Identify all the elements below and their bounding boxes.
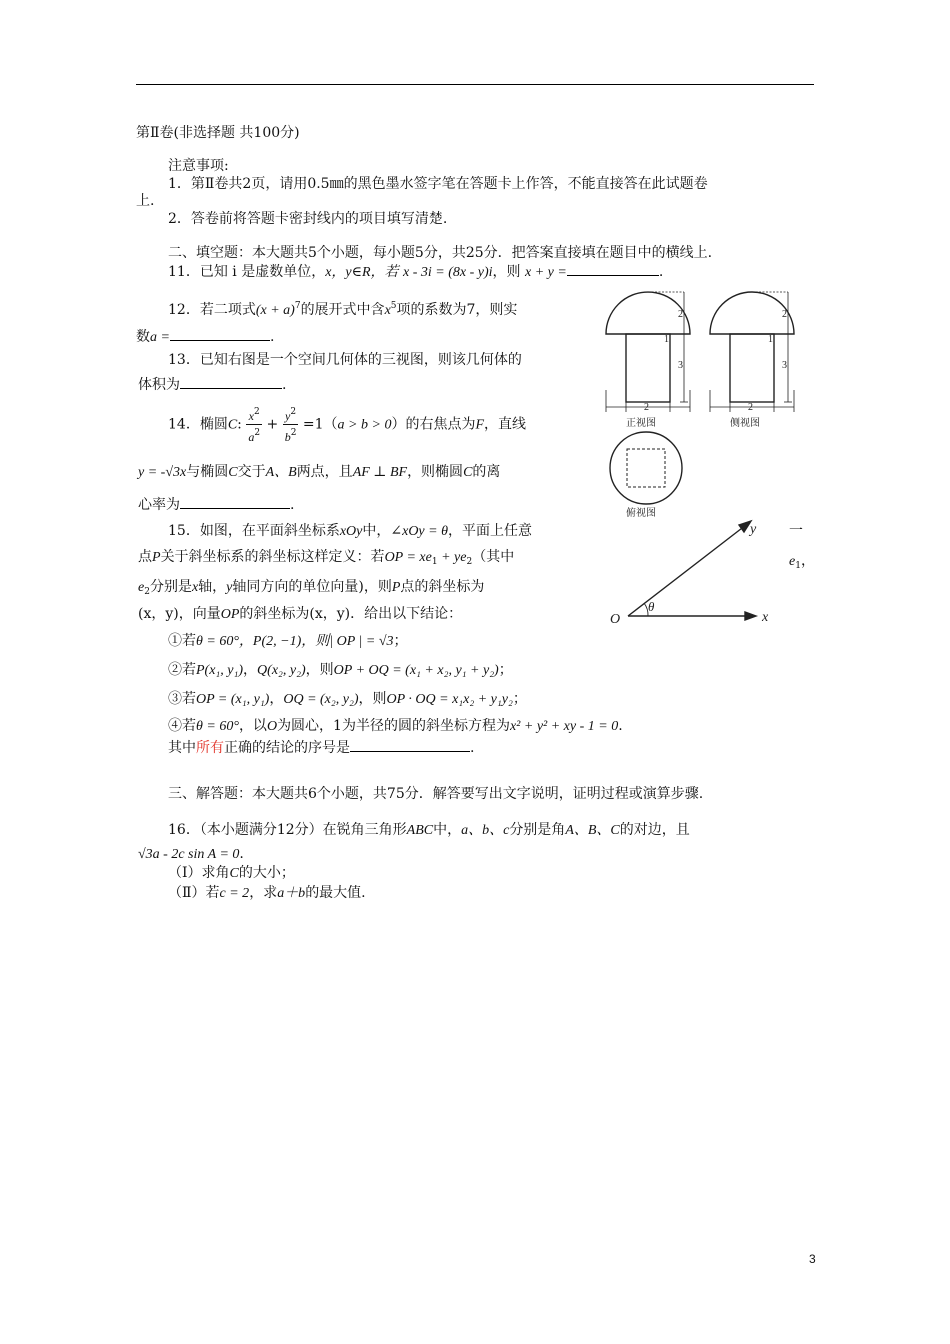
q15-x-axis: x <box>191 580 199 595</box>
part3-heading: 三、解答题：本大题共6个小题，共75分．解答要写出文字说明，证明过程或演算步骤. <box>168 786 704 802</box>
q14-equals-one: =1 <box>302 416 324 433</box>
c2-p: P(x₁, y₁) <box>196 663 244 678</box>
q15-conclusion-4 <box>168 717 623 736</box>
q15-def-1: OP = xe <box>384 550 432 565</box>
c2-label: ②若 <box>168 662 196 678</box>
q14-perp: AF ⊥ BF <box>352 465 408 480</box>
q14-text-2: 的右焦点为 <box>405 416 476 433</box>
front-dim-width: 2 <box>644 402 649 413</box>
q14-answer-blank[interactable] <box>180 495 290 509</box>
q15-point-p-2: P <box>391 580 401 595</box>
q15-text-3: ，平面上任意 <box>447 523 532 539</box>
q16-triangle: ABC <box>406 823 434 838</box>
q15-e2: e <box>138 580 145 595</box>
c3-label: ③若 <box>168 691 196 707</box>
q15-e2-sub: 2 <box>144 587 150 597</box>
c3-then: ，则 <box>358 691 387 707</box>
q14-cond-open: （ <box>323 416 338 433</box>
q14-line-eq: y = - <box>138 465 166 480</box>
q15-text-8: 轴， <box>198 579 227 595</box>
header-rule <box>136 84 814 85</box>
q15-text-9: 轴同方向的单位向量)，则 <box>232 579 392 595</box>
question-14 <box>168 404 526 446</box>
q16-p2-text-2: ，求 <box>249 885 278 901</box>
question-15-line4 <box>138 605 462 624</box>
c3-dot: OP · OQ = x₁x₂ + y₁y₂ <box>386 692 513 707</box>
q15-system: xOy <box>339 524 363 539</box>
q11-end: . <box>658 264 664 280</box>
c2-sep: ， <box>243 662 258 678</box>
q15-point-p: P <box>152 550 161 565</box>
q15-text-6: （其中 <box>472 549 515 565</box>
side-dim-width: 2 <box>748 402 753 413</box>
q15-def-sub1: 1 <box>431 557 438 567</box>
c1-point: ，P(2, −1)，则 <box>238 634 330 649</box>
angle-label: θ <box>648 599 655 614</box>
q14-text-5: 交于 <box>237 464 266 480</box>
q14-text-7: ，则椭圆 <box>407 464 464 480</box>
q14-x: x <box>248 409 254 423</box>
front-dim-top: 2 <box>678 309 683 320</box>
side-dim-top: 2 <box>782 309 787 320</box>
q15-text-4: 点 <box>138 549 152 565</box>
q14-text-3: ，直线 <box>484 416 527 433</box>
q14-text-9: 心率为 <box>138 497 180 513</box>
q14-plus: + <box>266 416 279 433</box>
q14-ellipse-3: C <box>463 465 473 480</box>
q15-def-2: + ye <box>437 550 467 565</box>
oblique-axes-figure <box>604 515 784 630</box>
q16-text-4: 的对边，且 <box>619 822 690 838</box>
three-view-figure <box>600 288 810 520</box>
q15-text-12: 的斜坐标为(x，y)．给出以下结论： <box>239 606 463 622</box>
q16-p1-c: C <box>229 866 239 881</box>
q14-b-exp: 2 <box>290 428 297 438</box>
note-item-1: 1．第Ⅱ卷共2页，请用0.5㎜的黑色墨水签字笔在答题卡上作答，不能直接答在此试题卷 <box>168 176 708 192</box>
side-view-label: 侧视图 <box>730 418 760 429</box>
q13-text: 体积为 <box>138 377 180 393</box>
q14-points: A、B <box>265 465 297 480</box>
side-dim-inner: 1 <box>768 334 773 345</box>
q15-final-end: . <box>470 740 475 756</box>
q15-text-5: 关于斜坐标系的斜坐标这样定义：若 <box>160 549 385 565</box>
q16-eq-end: . <box>239 846 244 862</box>
question-12 <box>168 297 517 320</box>
q13-end: . <box>282 377 287 393</box>
top-view <box>610 432 682 504</box>
q15-side-dash: 一 <box>789 523 803 539</box>
question-15-line1 <box>168 522 532 541</box>
question-13: 13．已知右图是一个空间几何体的三视图，则该几何体的 <box>168 352 522 368</box>
q14-a: a <box>248 430 255 444</box>
q14-ellipse: C <box>227 417 238 433</box>
q11-answer-blank[interactable] <box>567 262 659 276</box>
front-view-label: 正视图 <box>626 418 656 429</box>
q12-text: 12．若二项式 <box>168 302 256 318</box>
q12-end: . <box>269 329 275 345</box>
q14-line-x: x <box>180 465 187 480</box>
q15-final-2: 正确的结论的序号是 <box>224 740 350 756</box>
q16-sides: a、b、c <box>461 823 510 838</box>
q14-y-exp: 2 <box>290 407 297 417</box>
q11-vars: x，y∈R，若 <box>325 265 399 280</box>
c3-oq: OQ = (x₂, y₂) <box>283 692 359 707</box>
c3-end: ； <box>512 691 527 707</box>
c1-norm: | OP | = √3 <box>329 634 394 649</box>
c3-op: OP = (x₁, y₁) <box>196 692 270 707</box>
front-dim-bottom: 3 <box>678 360 683 371</box>
q12-text-3: 项的系数为7，则实 <box>396 302 518 318</box>
x-axis-arrow <box>745 612 756 620</box>
question-16 <box>168 821 690 840</box>
q14-b: b <box>284 430 291 444</box>
q15-conclusion-1 <box>168 632 408 651</box>
q15-final-1: 其中 <box>168 740 196 756</box>
q12-text-4: 数 <box>136 329 150 345</box>
origin-label: O <box>610 612 621 627</box>
side-e: e <box>789 554 796 569</box>
q16-text-3: 分别是角 <box>509 822 566 838</box>
c4-theta: θ = 60° <box>196 719 239 734</box>
q14-a-exp: 2 <box>254 428 261 438</box>
c4-label: ④若 <box>168 718 196 734</box>
q16-p2-end: 的最大值. <box>305 885 366 901</box>
c1-end: ； <box>393 633 408 649</box>
q14-colon: : <box>237 416 242 433</box>
q12-text-2: 的展开式中含 <box>300 302 385 318</box>
q16-part-1 <box>168 864 295 883</box>
q15-text-1: 15．如图，在平面斜坐标系 <box>168 523 340 539</box>
q12-answer-blank[interactable] <box>170 327 270 341</box>
q14-end: . <box>290 497 295 513</box>
q14-frac-x <box>246 404 262 445</box>
q16-part-2 <box>168 884 366 903</box>
q14-y: y <box>285 409 291 423</box>
q16-text: 16．（本小题满分12分）在锐角三角形 <box>168 822 407 838</box>
q15-conclusion-2 <box>168 661 513 680</box>
q11-text: 11．已知 i 是虚数单位， <box>168 264 326 280</box>
side-dim-bottom: 3 <box>782 360 787 371</box>
q15-angle: ∠xOy = θ <box>390 524 448 539</box>
q16-p2-cond: c = 2 <box>219 886 250 901</box>
top-view-label: 俯视图 <box>626 508 656 519</box>
q16-p1-end: 的大小； <box>238 865 295 881</box>
c1-theta: θ = 60° <box>196 634 239 649</box>
side-comma: ， <box>800 553 815 569</box>
q14-cond-close: ） <box>391 416 406 433</box>
q12-term-exp: 5 <box>390 301 397 311</box>
question-14-line2 <box>138 463 500 482</box>
c2-q: Q(x₂, y₂) <box>257 663 306 678</box>
part2-heading: 二、填空题：本大题共5个小题，每小题5分，共25分．把答案直接填在题目中的横线上. <box>168 245 713 261</box>
question-15-line2 <box>138 548 514 571</box>
q16-equation: √3a - 2c sin A = 0 <box>138 847 240 862</box>
q13-answer-blank[interactable] <box>180 375 282 389</box>
question-12-cont <box>136 327 274 347</box>
q15-answer-blank[interactable] <box>350 738 470 752</box>
q15-final-question <box>168 738 474 757</box>
q15-y-axis: y <box>226 580 233 595</box>
q12-exponent: 7 <box>294 301 301 311</box>
c2-then: ，则 <box>305 662 334 678</box>
section-heading: 第Ⅱ卷(非选择题 共100分) <box>136 125 300 141</box>
q16-p1-text: （Ⅰ）求角 <box>168 865 230 881</box>
c4-origin: O <box>266 719 278 734</box>
q14-text: 14．椭圆 <box>168 416 228 433</box>
q14-text-8: 的离 <box>472 464 501 480</box>
q11-equation: x - 3i = (8x - y)i <box>403 265 493 280</box>
q16-p2-text: （Ⅱ）若 <box>168 885 220 901</box>
q14-condition: a > b > 0 <box>337 417 392 433</box>
note-item-1-cont: 上. <box>136 193 155 209</box>
y-axis-label: y <box>750 522 757 537</box>
q15-text-10: 点的斜坐标为 <box>400 579 485 595</box>
question-13-cont <box>138 375 286 394</box>
note-item-2: 2．答卷前将答题卡密封线内的项目填写清楚. <box>168 211 448 227</box>
q14-text-4: 与椭圆 <box>186 464 229 480</box>
q15-text-7: 分别是 <box>149 579 192 595</box>
q12-term: x <box>384 303 391 318</box>
x-axis-label: x <box>762 610 769 625</box>
c4-text: ，以 <box>238 718 267 734</box>
q16-angles: A、B、C <box>565 823 620 838</box>
q12-binomial: (x + a) <box>255 303 295 318</box>
q16-text-2: 中， <box>433 822 462 838</box>
q15-text-2: 中， <box>362 523 391 539</box>
q14-text-6: 两点，且 <box>296 464 353 480</box>
page-number: 3 <box>809 1252 816 1266</box>
q15-side-e1 <box>789 552 815 575</box>
y-axis-line <box>628 525 746 616</box>
q15-final-red: 所有 <box>196 740 224 756</box>
q15-def-sub2: 2 <box>466 557 473 567</box>
question-15-line3 <box>138 578 484 601</box>
q15-vector-op: OP <box>220 607 240 622</box>
q14-x-exp: 2 <box>254 407 260 417</box>
q14-sqrt3: √3 <box>165 465 181 480</box>
q16-equation-line <box>138 845 244 864</box>
q14-ellipse-2: C <box>228 465 238 480</box>
c1-label: ①若 <box>168 633 196 649</box>
question-14-line3 <box>138 495 294 514</box>
q15-text-11: (x，y)，向量 <box>138 606 221 622</box>
front-dim-inner: 1 <box>664 334 669 345</box>
c4-end: . <box>618 718 623 734</box>
q16-p2-sum: a＋b <box>277 886 306 901</box>
q12-var-a: a = <box>150 330 170 345</box>
q11-expression: x + y = <box>524 265 567 280</box>
c2-end: ； <box>498 662 513 678</box>
c3-sep: ， <box>269 691 284 707</box>
question-11 <box>168 262 663 282</box>
c2-sum: OP + OQ = (x₁ + x₂, y₁ + y₂) <box>333 663 499 678</box>
q14-focus: F <box>475 417 485 433</box>
q11-then: ，则 <box>492 264 521 280</box>
notes-heading: 注意事项: <box>168 158 229 174</box>
q15-conclusion-3 <box>168 690 527 709</box>
side-e-sub: 1 <box>795 561 801 571</box>
c4-equation: x² + y² + xy - 1 = 0 <box>509 719 619 734</box>
c4-text-2: 为圆心，1为半径的圆的斜坐标方程为 <box>277 718 510 734</box>
q14-frac-y <box>283 404 299 445</box>
